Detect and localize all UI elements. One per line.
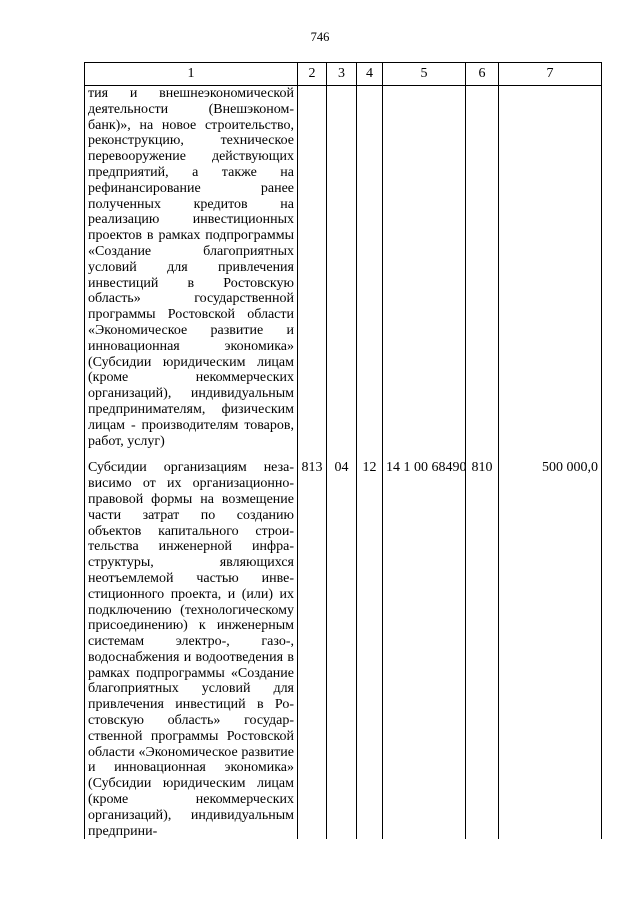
header-col-6: 6 [466, 63, 499, 86]
table-row [85, 449, 602, 839]
row-col-2 [298, 86, 327, 450]
header-col-2: 2 [298, 63, 327, 86]
header-col-7: 7 [499, 63, 602, 86]
row-col-7 [499, 86, 602, 450]
row-col-6: 810 [466, 449, 499, 839]
row-col-4: 12 [357, 449, 383, 839]
header-col-5: 5 [383, 63, 466, 86]
row-col-6 [466, 86, 499, 450]
header-col-1: 1 [85, 63, 298, 86]
row-col-3: 04 [327, 449, 357, 839]
table-row [85, 86, 602, 450]
row-col-5 [383, 86, 466, 450]
header-col-3: 3 [327, 63, 357, 86]
page-number: 746 [310, 30, 330, 44]
row-description: тия и внешнеэкономической деятельности (Внешэкономбанк)», на новое строительство, реконструкцию, техническое перевооружение действующих предприятий, а также на рефинансирование ранее полученных кредитов на реализацию инвестиционных проектов в рамках подпрограммы «Создание благоприятных условий для привлечения инвестиций в Ростовскую область» государственной программы Ростовской области «Экономическое развитие и инновационная экономика» (Субсидии юридическим лицам (кроме некоммерческих организаций), индивидуальным предпринимателям, физическим лицам - производителям товаров, работ, услуг) [85, 86, 298, 450]
budget-table [84, 62, 602, 839]
row-col-4 [357, 86, 383, 450]
table-header-row [85, 63, 602, 86]
row-col-7: 500 000,0 [499, 449, 602, 839]
row-col-3 [327, 86, 357, 450]
row-col-2: 813 [298, 449, 327, 839]
row-col-5: 14 1 00 68490 [383, 449, 466, 839]
row-description: Субсидии организациям независимо от их организационно-правовой формы на возмещение части затрат по созданию объектов капитального строительства инженерной инфраструктуры, являющихся неотъемлемой частью инвестиционного проекта, и (или) их подключению (технологическому присоединению) к инженерным системам электро-, газо-, водоснабжения и водоотведения в рамках подпрограммы «Создание благоприятных условий для привлечения инвестиций в Ростовскую область» государственной программы Ростовской области «Экономическое развитие и инновационная экономика» (Субсидии юридическим лицам (кроме некоммерческих организаций), индивидуальным предприни- [85, 449, 298, 839]
header-col-4: 4 [357, 63, 383, 86]
